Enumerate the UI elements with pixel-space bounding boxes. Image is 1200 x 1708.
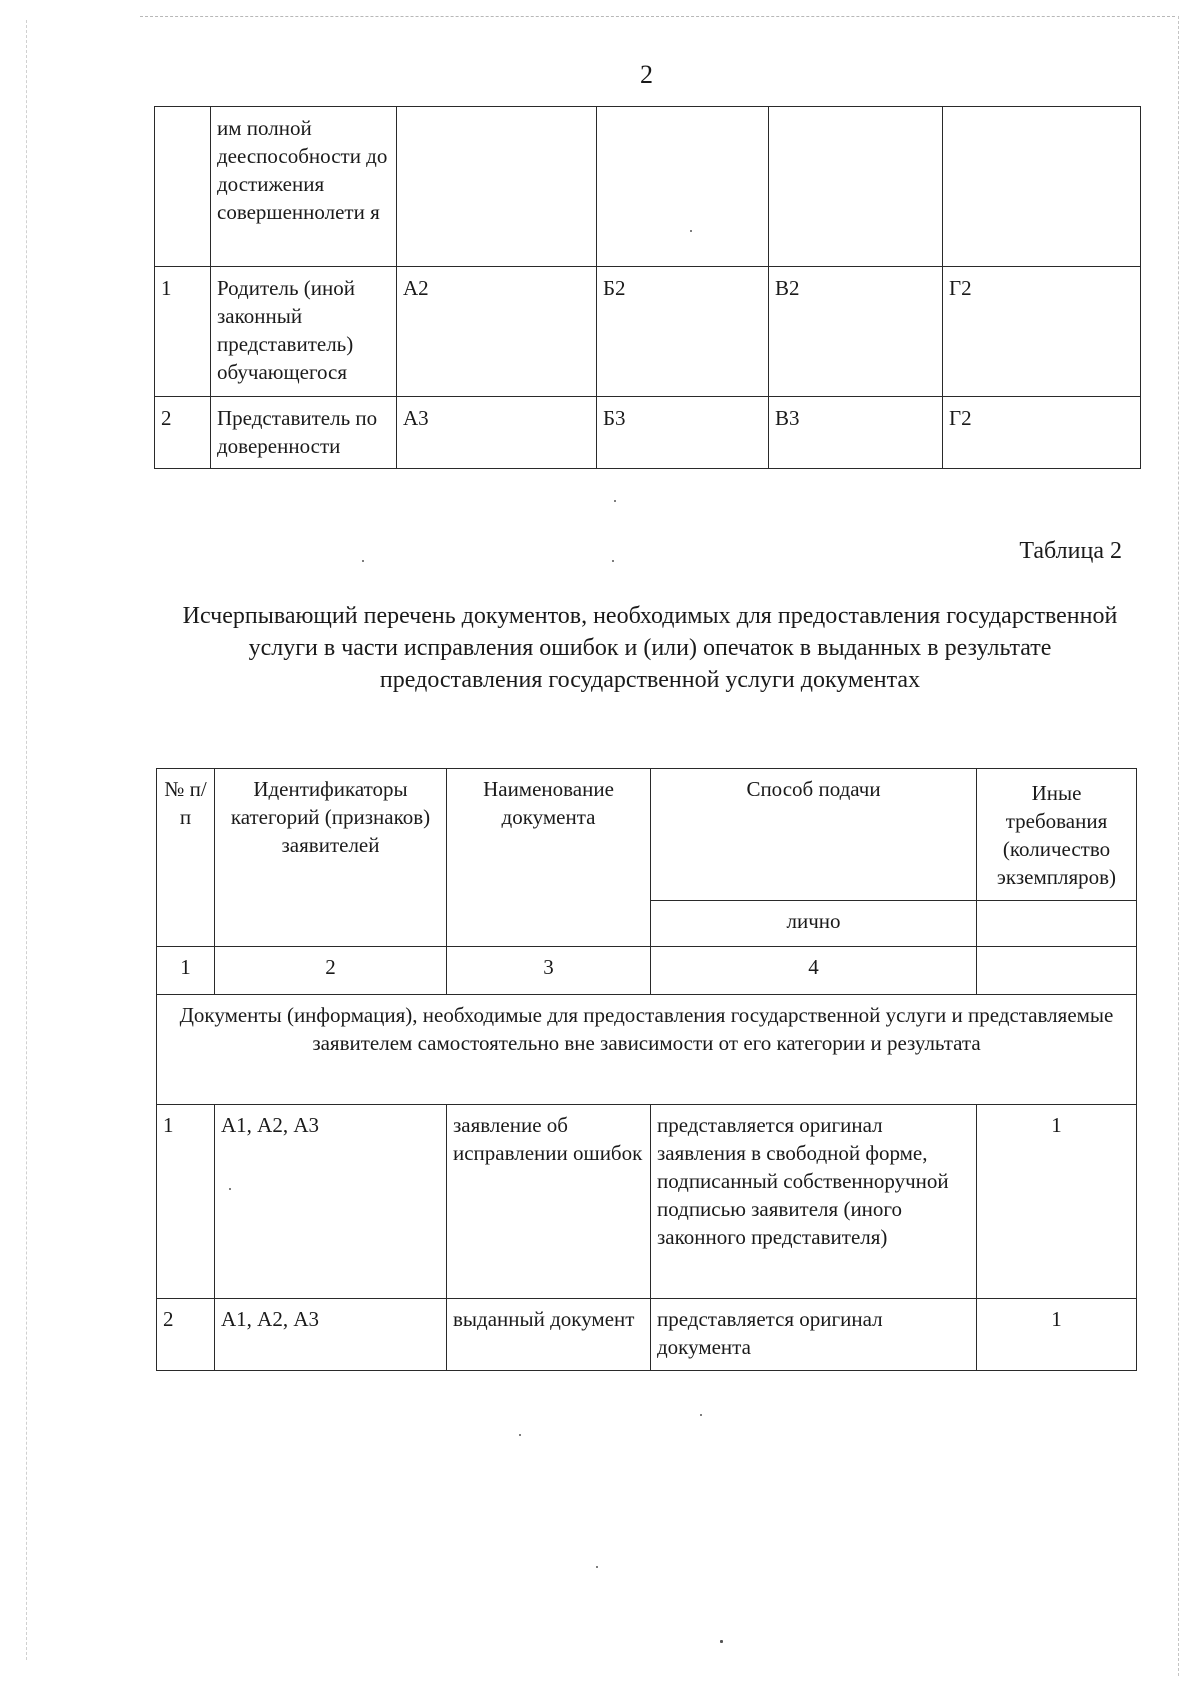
column-number: 3 (447, 947, 651, 995)
row-number: 1 (155, 267, 211, 397)
table-row (155, 107, 1141, 267)
row-number: 2 (155, 397, 211, 469)
table-row (155, 397, 1141, 469)
section-row (157, 995, 1137, 1105)
header-other-sub (977, 901, 1137, 947)
cell-b: Б2 (597, 267, 769, 397)
scan-speck (720, 1640, 723, 1643)
header-ids: Идентификаторы категорий (признаков) заявителей (215, 769, 447, 947)
scan-speck (596, 1566, 598, 1568)
column-number: 4 (651, 947, 977, 995)
documents-table (156, 768, 1137, 1371)
header-method-sub: лично (651, 901, 977, 947)
table-heading: Исчерпывающий перечень документов, необходимых для предоставления государственной услуги в части исправления ошибок и (или) опечаток в выданных в результате предоставления государственной услуги документах (182, 603, 1118, 693)
scan-speck (700, 1414, 702, 1416)
section-title: Документы (информация), необходимые для предоставления государственной услуги и представляемые заявителем самостоятельно вне зависимости от его категории и результата (157, 995, 1137, 1105)
table-row (155, 267, 1141, 397)
cell-a: А2 (397, 267, 597, 397)
scan-speck (229, 1188, 231, 1190)
table-caption: Таблица 2 (1019, 538, 1122, 564)
category-cell: Представитель по доверенности (211, 397, 397, 469)
header-method: Способ подачи (651, 769, 977, 901)
category-cell: им полной дееспособности до достижения совершеннолети я (211, 107, 397, 267)
table-row (157, 1299, 1137, 1371)
scan-speck (690, 230, 692, 232)
page-number: 2 (640, 60, 653, 89)
header-num: № п/п (157, 769, 215, 947)
scan-edge-left (26, 20, 27, 1660)
applicant-categories-table (154, 106, 1141, 469)
column-number: 2 (215, 947, 447, 995)
cell-d (943, 107, 1141, 267)
submission-method: представляется оригинал заявления в свободной форме, подписанный собственноручной подписью заявителя (иного законного представителя) (651, 1105, 977, 1299)
scan-edge-top (140, 16, 1175, 17)
row-number: 1 (157, 1105, 215, 1299)
cell-b (597, 107, 769, 267)
header-name: Наименование документа (447, 769, 651, 947)
cell-a (397, 107, 597, 267)
header-other: Иные требования (количество экземпляров) (977, 769, 1137, 901)
copies-count: 1 (977, 1299, 1137, 1371)
column-number-row (157, 947, 1137, 995)
scan-speck (612, 560, 614, 562)
document-name: выданный документ (447, 1299, 651, 1371)
table-row (157, 1105, 1137, 1299)
cell-d: Г2 (943, 267, 1141, 397)
row-number: 2 (157, 1299, 215, 1371)
row-number (155, 107, 211, 267)
cell-d: Г2 (943, 397, 1141, 469)
column-number: 1 (157, 947, 215, 995)
header-row (157, 769, 1137, 901)
scan-speck (614, 500, 616, 502)
document-name: заявление об исправлении ошибок (447, 1105, 651, 1299)
cell-c (769, 107, 943, 267)
column-number (977, 947, 1137, 995)
copies-count: 1 (977, 1105, 1137, 1299)
cell-b: Б3 (597, 397, 769, 469)
category-cell: Родитель (иной законный представитель) обучающегося (211, 267, 397, 397)
cell-a: А3 (397, 397, 597, 469)
applicant-ids: А1, А2, А3 (215, 1105, 447, 1299)
submission-method: представляется оригинал документа (651, 1299, 977, 1371)
scan-edge-right (1178, 16, 1179, 1676)
scan-speck (362, 560, 364, 562)
cell-c: В2 (769, 267, 943, 397)
cell-c: В3 (769, 397, 943, 469)
applicant-ids: А1, А2, А3 (215, 1299, 447, 1371)
scan-speck (519, 1434, 521, 1436)
